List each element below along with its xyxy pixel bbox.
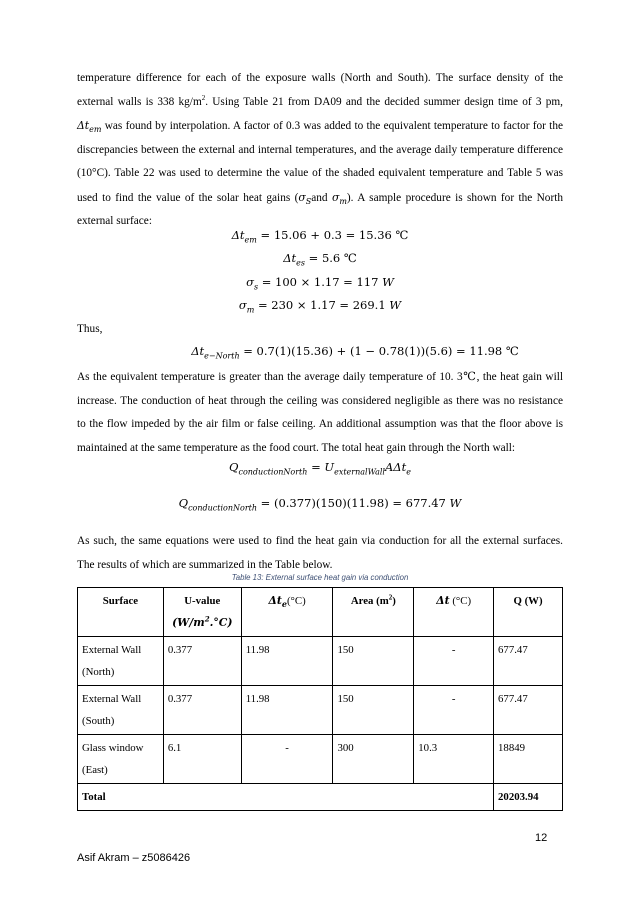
cell-u-value: 6.1 xyxy=(163,735,241,784)
paragraph-intro: temperature difference for each of the exposure walls (North and South). The surface density of the external walls is 338 $kg/m^2$. Using Table 21 from DA09 and the decided summer design time of 3 pm, $\Delta t_{em}$ was found by interpolation. A factor of 0.3 was added to the equivalent temperature to factor for the discrepancies between the external and internal temperatures, and the average daily temperature difference (10°C). Table 22 was used to determine the value of the shaded equivalent temperature and Table 5 was used to find the value of the solar heat gains ($\sigma_Sand$ $\sigma_m$). A sample procedure is shown for the North external surface: xyxy=(77,72,564,227)
header-area: Area $(m^2)$ xyxy=(333,588,414,637)
table-row xyxy=(78,637,563,686)
equation-delta-t-e-north: $\Delta t_{e-North} = 0.7(1)(15.36) + (1 - 0.78(1))(5.6) = 11.98$ ℃ xyxy=(191,344,519,361)
cell-u-value: 0.377 xyxy=(163,637,241,686)
total-value: 20203.94 xyxy=(494,784,563,811)
header-q: Q (W) xyxy=(494,588,563,637)
equation-q-conduction: $Q_{conductionNorth} = U_{externalWall}A\Delta t_e$ xyxy=(229,460,411,477)
cell-surface: External Wall (South) xyxy=(78,686,164,735)
table-total-row xyxy=(78,784,563,811)
table-row xyxy=(78,686,563,735)
symbol-sigma-m: $\sigma_m$ xyxy=(331,190,347,206)
table-header-row xyxy=(78,588,563,637)
paragraph-summary: As such, the same equations were used to find the heat gain via conduction for all the external surfaces. The results of which are summarized in the Table below. xyxy=(77,535,563,571)
cell-u-value: 0.377 xyxy=(163,686,241,735)
table-row xyxy=(78,735,563,784)
header-surface: Surface xyxy=(78,588,164,637)
header-delta-t: Δt (°C) xyxy=(414,588,494,637)
header-u-value: U-value $(W/m^2.^\circ C)$ xyxy=(163,588,241,637)
table-caption: Table 13: External surface heat gain via conduction xyxy=(231,573,409,582)
symbol-sigma-s: $\sigma_S$ xyxy=(298,190,312,206)
equation-delta-t-em: $\Delta t_{em} = 15.06 + 0.3 = 15.36$ ℃ xyxy=(231,228,409,245)
equation-sigma-m: $\sigma_m = 230 \times 1.17 = 269.1$ W xyxy=(238,298,402,315)
cell-area: 150 xyxy=(333,686,414,735)
total-label: Total xyxy=(78,784,494,811)
cell-delta-t: 10.3 xyxy=(414,735,494,784)
equation-q-conduction-north-value: $Q_{conductionNorth} = (0.377)(150)(11.98) = 677.47$ W xyxy=(178,496,462,513)
paragraph-heat-gain: As the equivalent temperature is greater than the average daily temperature of 10. 3℃, the heat gain will increase. The conduction of heat through the ceiling was considered negligible as there was no resistance to the flow impeded by the air film or false ceiling. An additional assumption was that the floor above is maintained at the same temperature as the food court. The total heat gain through the North wall: xyxy=(77,371,563,454)
cell-area: 150 xyxy=(333,637,414,686)
cell-delta-t-e: 11.98 xyxy=(241,686,333,735)
heat-gain-table xyxy=(77,587,563,811)
thus-text: Thus, xyxy=(77,323,103,335)
cell-surface: Glass window (East) xyxy=(78,735,164,784)
cell-delta-t-e: - xyxy=(241,735,333,784)
footer-author: Asif Akram – z5086426 xyxy=(77,852,191,864)
equation-delta-t-es: $\Delta t_{es} = 5.6$ ℃ xyxy=(283,251,357,268)
cell-area: 300 xyxy=(333,735,414,784)
cell-delta-t: - xyxy=(414,637,494,686)
header-delta-t-e: $\Delta t_e(^\circ C)$ xyxy=(241,588,333,637)
cell-delta-t-e: 11.98 xyxy=(241,637,333,686)
cell-q: 677.47 xyxy=(494,637,563,686)
cell-delta-t: - xyxy=(414,686,494,735)
equation-sigma-s: $\sigma_s = 100 \times 1.17 = 117$ W xyxy=(246,275,394,292)
page-number: 12 xyxy=(535,832,548,844)
symbol-delta-t-em: $\Delta t_{em}$ xyxy=(77,119,102,135)
cell-q: 18849 xyxy=(494,735,563,784)
cell-q: 677.47 xyxy=(494,686,563,735)
cell-surface: External Wall (North) xyxy=(78,637,164,686)
